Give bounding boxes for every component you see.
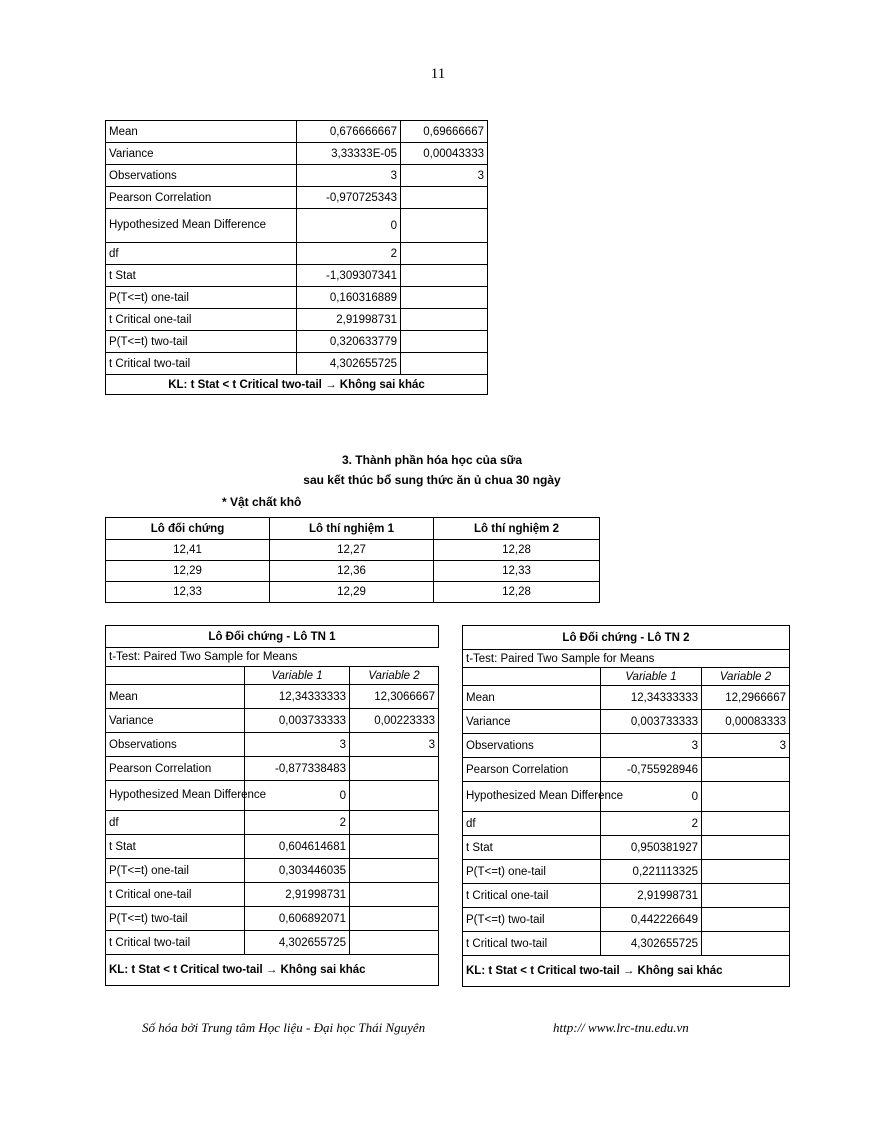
- cell-v2: [350, 931, 439, 955]
- cell-v2: [350, 811, 439, 835]
- section-title-1: 3. Thành phần hóa học của sữa: [341, 453, 523, 467]
- cell-v2: 12,3066667: [350, 685, 439, 709]
- cell-label: t Critical two-tail: [106, 931, 245, 955]
- cell-v1: 2,91998731: [297, 309, 401, 331]
- cell-v2: [401, 243, 488, 265]
- cell-v2: [401, 309, 488, 331]
- cell-label: df: [106, 243, 297, 265]
- cell-label: t Stat: [106, 835, 245, 859]
- table-row: [463, 884, 790, 908]
- dm-cell: 12,28: [434, 540, 600, 561]
- table-row: [106, 243, 488, 265]
- cell-v1: 12,34333333: [601, 686, 702, 710]
- cell-label: Hypothesized Mean Difference: [463, 782, 601, 812]
- left-var-blank: [106, 667, 245, 685]
- dm-header-2: Lô thí nghiệm 2: [434, 518, 600, 540]
- cell-label: P(T<=t) two-tail: [106, 907, 245, 931]
- cell-v2: 3: [702, 734, 790, 758]
- cell-v1: 0: [601, 782, 702, 812]
- cell-label: Variance: [463, 710, 601, 734]
- right-ttest-title: Lô Đối chứng - Lô TN 2: [463, 626, 790, 650]
- cell-v1: 0: [245, 781, 350, 811]
- left-conclusion: KL: t Stat < t Critical two-tail → Không sai khác: [106, 955, 439, 986]
- cell-label: Mean: [106, 121, 297, 143]
- cell-label: t Stat: [106, 265, 297, 287]
- cell-v2: 0,00043333: [401, 143, 488, 165]
- cell-label: Hypothesized Mean Difference: [106, 209, 297, 243]
- right-var1-header: Variable 1: [601, 668, 702, 686]
- cell-v2: [702, 884, 790, 908]
- cell-v1: 0,003733333: [601, 710, 702, 734]
- table-row: [463, 908, 790, 932]
- cell-v1: 0,606892071: [245, 907, 350, 931]
- dm-cell: 12,33: [434, 561, 600, 582]
- cell-v1: 0,160316889: [297, 287, 401, 309]
- table-row: [106, 143, 488, 165]
- cell-v2: 0,00223333: [350, 709, 439, 733]
- section-title-2: sau kết thúc bổ sung thức ăn ủ chua 30 ngày: [303, 473, 561, 487]
- cell-v2: 12,2966667: [702, 686, 790, 710]
- table-row: [106, 209, 488, 243]
- cell-label: df: [106, 811, 245, 835]
- right-conclusion: KL: t Stat < t Critical two-tail → Không sai khác: [463, 956, 790, 987]
- page-number: 11: [430, 66, 446, 82]
- dm-cell: 12,29: [106, 561, 270, 582]
- cell-v2: [401, 187, 488, 209]
- cell-label: Mean: [463, 686, 601, 710]
- dm-header-1: Lô thí nghiệm 1: [270, 518, 434, 540]
- cell-v2: [702, 782, 790, 812]
- dm-cell: 12,29: [270, 582, 434, 603]
- cell-v1: 0,442226649: [601, 908, 702, 932]
- cell-v2: [401, 287, 488, 309]
- cell-label: t Critical two-tail: [106, 353, 297, 375]
- table-row: [106, 931, 439, 955]
- cell-v2: [702, 932, 790, 956]
- cell-v2: [401, 331, 488, 353]
- cell-v2: [350, 859, 439, 883]
- cell-v2: [702, 758, 790, 782]
- cell-v1: 0: [297, 209, 401, 243]
- cell-v1: 3: [297, 165, 401, 187]
- cell-label: t Critical one-tail: [106, 883, 245, 907]
- cell-label: df: [463, 812, 601, 836]
- cell-v2: [350, 757, 439, 781]
- cell-v2: [702, 908, 790, 932]
- cell-v1: 0,950381927: [601, 836, 702, 860]
- table-row: [463, 812, 790, 836]
- table-row: [463, 860, 790, 884]
- cell-v2: [401, 209, 488, 243]
- cell-v2: 3: [350, 733, 439, 757]
- right-var2-header: Variable 2: [702, 668, 790, 686]
- cell-v2: [350, 883, 439, 907]
- dm-cell: 12,41: [106, 540, 270, 561]
- table-row: [106, 811, 439, 835]
- table-row: [106, 859, 439, 883]
- table-row: [463, 686, 790, 710]
- table-row: [463, 932, 790, 956]
- cell-label: t Critical two-tail: [463, 932, 601, 956]
- cell-v1: 4,302655725: [601, 932, 702, 956]
- cell-v1: 2,91998731: [245, 883, 350, 907]
- table-row: [106, 121, 488, 143]
- table-row: [463, 836, 790, 860]
- cell-v1: 0,676666667: [297, 121, 401, 143]
- left-ttest-name: t-Test: Paired Two Sample for Means: [106, 648, 439, 667]
- cell-label: P(T<=t) one-tail: [106, 287, 297, 309]
- cell-label: P(T<=t) two-tail: [463, 908, 601, 932]
- cell-v1: 3: [601, 734, 702, 758]
- table-row: [106, 353, 488, 375]
- cell-label: t Critical one-tail: [463, 884, 601, 908]
- right-ttest-name: t-Test: Paired Two Sample for Means: [463, 650, 790, 668]
- cell-v1: -0,970725343: [297, 187, 401, 209]
- cell-v2: [350, 835, 439, 859]
- cell-v1: 0,604614681: [245, 835, 350, 859]
- left-var1-header: Variable 1: [245, 667, 350, 685]
- left-ttest-table: [105, 625, 439, 986]
- dm-cell: 12,36: [270, 561, 434, 582]
- cell-v1: 2: [245, 811, 350, 835]
- left-ttest-body: [106, 685, 439, 955]
- cell-v1: 4,302655725: [245, 931, 350, 955]
- table-row: [106, 309, 488, 331]
- right-ttest-table: [462, 625, 790, 987]
- right-ttest-body: [463, 686, 790, 956]
- cell-v1: -1,309307341: [297, 265, 401, 287]
- dry-matter-table: [105, 517, 600, 603]
- cell-label: P(T<=t) one-tail: [463, 860, 601, 884]
- table-row: [106, 835, 439, 859]
- cell-label: Pearson Correlation: [106, 187, 297, 209]
- cell-label: Variance: [106, 709, 245, 733]
- table-row: [106, 331, 488, 353]
- top-conclusion: KL: t Stat < t Critical two-tail → Không sai khác: [106, 375, 488, 395]
- cell-label: Pearson Correlation: [463, 758, 601, 782]
- table-row: [106, 165, 488, 187]
- cell-label: t Critical one-tail: [106, 309, 297, 331]
- dm-cell: 12,28: [434, 582, 600, 603]
- top-ttest-body: [106, 121, 488, 375]
- cell-v2: 3: [401, 165, 488, 187]
- cell-label: t Stat: [463, 836, 601, 860]
- cell-label: Hypothesized Mean Difference: [106, 781, 245, 811]
- cell-label: P(T<=t) one-tail: [106, 859, 245, 883]
- cell-label: P(T<=t) two-tail: [106, 331, 297, 353]
- table-row: [106, 709, 439, 733]
- table-row: [106, 287, 488, 309]
- table-row: [106, 757, 439, 781]
- top-ttest-table: [105, 120, 488, 395]
- table-row: [463, 782, 790, 812]
- cell-label: Pearson Correlation: [106, 757, 245, 781]
- cell-v1: -0,755928946: [601, 758, 702, 782]
- table-row: [106, 733, 439, 757]
- cell-v1: 0,221113325: [601, 860, 702, 884]
- cell-v2: [401, 265, 488, 287]
- cell-v2: [350, 781, 439, 811]
- cell-v2: [702, 836, 790, 860]
- right-var-blank: [463, 668, 601, 686]
- table-row: [463, 734, 790, 758]
- cell-v1: 12,34333333: [245, 685, 350, 709]
- dm-header-0: Lô đối chứng: [106, 518, 270, 540]
- cell-v1: 4,302655725: [297, 353, 401, 375]
- footer-source: Số hóa bởi Trung tâm Học liệu - Đại học Thái Nguyên: [142, 1020, 426, 1035]
- cell-v1: 0,003733333: [245, 709, 350, 733]
- footer-url: http:// www.lrc-tnu.edu.vn: [553, 1020, 689, 1035]
- table-row: [463, 758, 790, 782]
- cell-label: Mean: [106, 685, 245, 709]
- cell-v1: 0,303446035: [245, 859, 350, 883]
- cell-v2: [702, 812, 790, 836]
- cell-v2: [702, 860, 790, 884]
- cell-v1: 3,33333E-05: [297, 143, 401, 165]
- table-row: [106, 907, 439, 931]
- cell-label: Observations: [106, 165, 297, 187]
- cell-v2: 0,00083333: [702, 710, 790, 734]
- table-row: [106, 781, 439, 811]
- cell-v1: 2: [297, 243, 401, 265]
- cell-v2: 0,69666667: [401, 121, 488, 143]
- cell-label: Variance: [106, 143, 297, 165]
- table-row: [106, 265, 488, 287]
- dm-cell: 12,33: [106, 582, 270, 603]
- table-row: [106, 187, 488, 209]
- cell-v1: 3: [245, 733, 350, 757]
- cell-v1: 2: [601, 812, 702, 836]
- cell-label: Observations: [463, 734, 601, 758]
- dm-cell: 12,27: [270, 540, 434, 561]
- cell-v1: 0,320633779: [297, 331, 401, 353]
- left-var2-header: Variable 2: [350, 667, 439, 685]
- cell-v2: [401, 353, 488, 375]
- cell-v1: -0,877338483: [245, 757, 350, 781]
- cell-label: Observations: [106, 733, 245, 757]
- cell-v2: [350, 907, 439, 931]
- table-row: [106, 883, 439, 907]
- cell-v1: 2,91998731: [601, 884, 702, 908]
- table-row: [106, 685, 439, 709]
- table-row: [463, 710, 790, 734]
- left-ttest-title: Lô Đối chứng - Lô TN 1: [106, 626, 439, 648]
- section-subtitle: * Vật chất khô: [222, 495, 302, 509]
